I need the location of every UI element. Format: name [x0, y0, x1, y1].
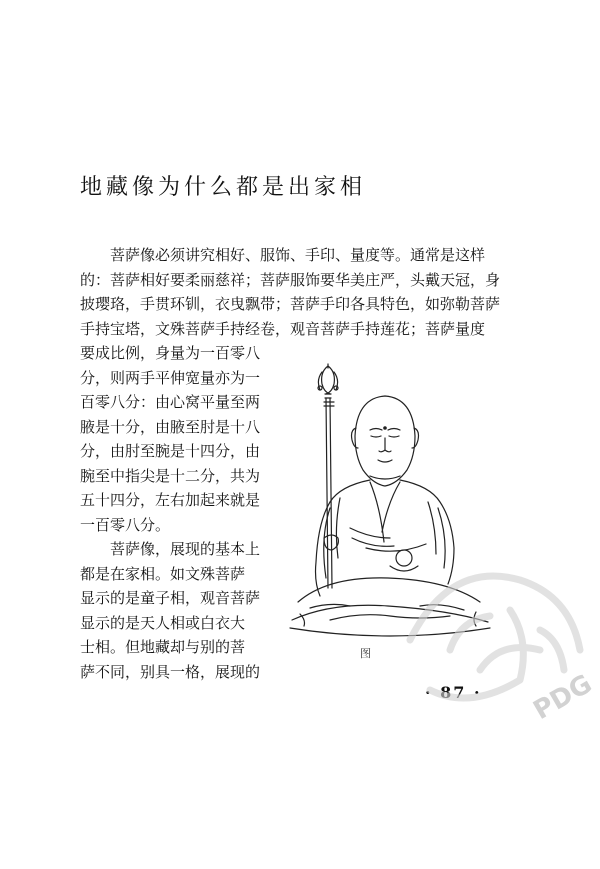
staff-icon	[318, 364, 338, 588]
watermark-seal-icon	[390, 520, 600, 740]
text-line: 腕至中指尖是十二分，共为	[80, 466, 261, 485]
text-line: 要成比例，身量为一百零八	[80, 344, 261, 362]
text-line: 的：菩萨相好要柔丽慈祥；菩萨服饰要华美庄严，头戴天冠，身	[80, 270, 501, 289]
text-line: 腋是十分，由腋至肘是十八	[80, 417, 261, 436]
page-title: 地藏像为什么都是出家相	[80, 175, 367, 200]
text-line: 都是在家相。如文殊菩萨	[80, 564, 246, 583]
text-line: 士相。但地藏却与别的菩	[80, 638, 246, 656]
page-number: · 87 ·	[425, 683, 482, 702]
text-line: 披璎珞，手贯环钏，衣曳飘带；菩萨手印各具特色，如弥勒菩萨	[80, 295, 501, 313]
text-line: 分，由肘至腕是十四分，由	[80, 442, 261, 460]
text-line: 手持宝塔，文殊菩萨手持经卷，观音菩萨手持莲花；菩萨量度	[80, 319, 486, 338]
text-line: 菩萨像必须讲究相好、服饰、手印、量度等。通常是这样	[110, 246, 486, 264]
text-line: 显示的是童子相，观音菩萨	[80, 589, 261, 607]
text-line: 萨不同，别具一格，展现的	[80, 662, 261, 681]
figure-caption: 图	[360, 647, 371, 660]
text-line: 分，则两手平伸宽量亦为一	[80, 368, 261, 387]
head	[352, 396, 419, 486]
text-line: 菩萨像，展现的基本上	[110, 540, 261, 558]
text-line: 显示的是天人相或白衣大	[80, 613, 246, 632]
text-line: 百零八分：由心窝平量至两	[80, 393, 261, 411]
paragraph-1	[80, 243, 520, 341]
narrow-text-column	[80, 341, 274, 684]
text-line: 一百零八分。	[80, 515, 171, 534]
watermark-label: PDG	[528, 669, 598, 727]
text-line: 五十四分，左右加起来就是	[80, 491, 261, 509]
